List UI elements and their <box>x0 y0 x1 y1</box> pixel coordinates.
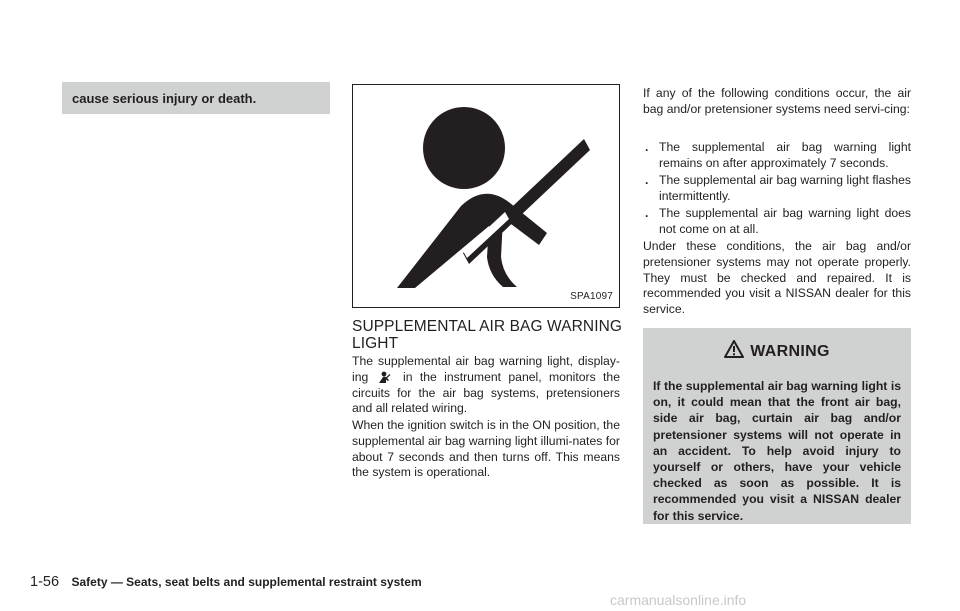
figure-code: SPA1097 <box>570 291 613 302</box>
warning-title: WARNING <box>750 343 830 360</box>
airbag-symbol-figure <box>352 84 620 308</box>
chapter-title: Safety — Seats, seat belts and supplemental restraint system <box>71 575 422 589</box>
list-item <box>643 206 911 238</box>
bullet-text: The supplemental air bag warning light flashes intermittently. <box>659 173 911 203</box>
paragraph-servicing-conclusion: Under these conditions, the air bag and/or pretensioner systems may not operate properly. They must be checked and repaired. It is recommended you visit a NISSAN dealer for this service. <box>643 239 911 317</box>
airbag-warning-symbol-icon <box>353 85 619 307</box>
page-footer <box>30 573 422 591</box>
list-item <box>643 173 911 205</box>
paragraph-servicing-intro: If any of the following conditions occur, the air bag and/or pretensioner systems need servi-cing: <box>643 86 911 116</box>
bullet-marker: . <box>645 206 649 220</box>
paragraph1-part1: The supplemental air bag warning light, display-ing <box>352 354 620 384</box>
bullet-text: The supplemental air bag warning light does not come on at all. <box>659 206 911 236</box>
airbag-indicator-icon <box>376 371 396 383</box>
section-heading: SUPPLEMENTAL AIR BAG WARNING LIGHT <box>352 318 623 352</box>
warning-box <box>643 328 911 524</box>
warning-heading <box>643 340 911 361</box>
continued-warning-text: cause serious injury or death. <box>72 91 257 106</box>
page-number: 1-56 <box>30 574 60 590</box>
paragraph1-part2: in the instrument panel, monitors the circuits for the air bag systems, pretensioners and all related wiring. <box>352 369 620 416</box>
warning-triangle-icon <box>724 340 744 358</box>
list-item <box>643 140 911 172</box>
bullet-text: The supplemental air bag warning light remains on after approximately 7 seconds. <box>659 140 911 170</box>
paragraph-ignition-behavior: When the ignition switch is in the ON position, the supplemental air bag warning light illumi-nates for about 7 seconds and then turns off. This means the system is operational. <box>352 418 620 480</box>
paragraph-warning-light-description <box>352 354 620 417</box>
watermark-text: carmanualsonline.info <box>610 592 747 608</box>
bullet-marker: . <box>645 140 649 154</box>
warning-text: If the supplemental air bag warning light is on, it could mean that the front air bag, side air bag, curtain air bag and/or pretensioner systems will not operate in an accident. To help avoid injury to yourself or others, have your vehicle checked as soon as possible. It is recommended you visit a NISSAN dealer for this service. <box>653 379 901 523</box>
bullet-marker: . <box>645 173 649 187</box>
continued-warning-box <box>62 82 330 114</box>
